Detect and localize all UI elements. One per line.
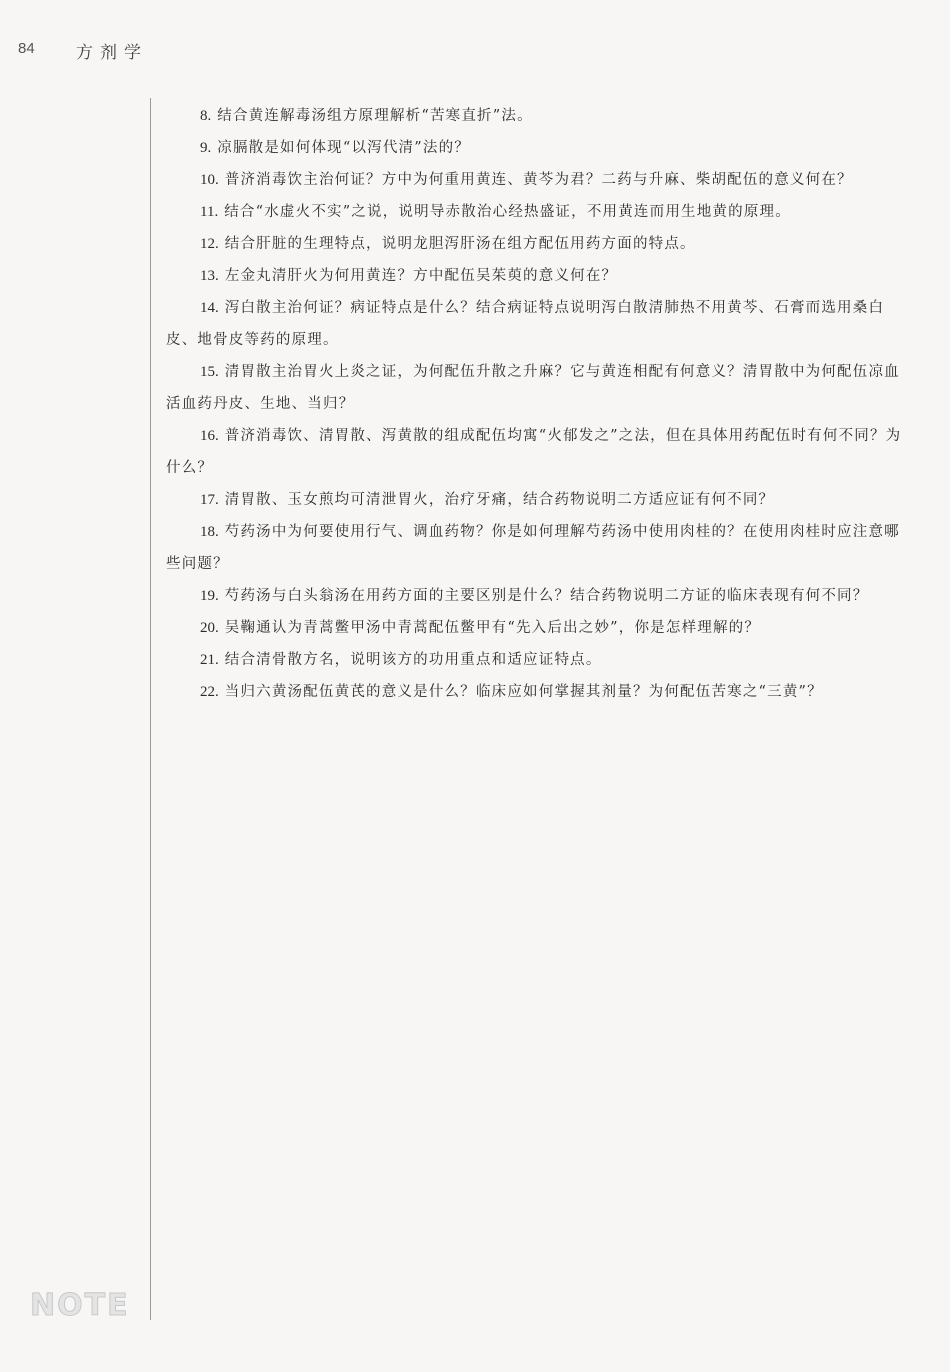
page-number: 84 <box>18 40 35 57</box>
question-item <box>166 516 906 580</box>
question-number: 13. <box>200 268 219 284</box>
question-item <box>166 100 906 132</box>
question-item <box>166 260 906 292</box>
question-item <box>166 644 906 676</box>
question-item <box>166 164 906 196</box>
question-text: 结合清骨散方名，说明该方的功用重点和适应证特点。 <box>224 652 602 668</box>
question-number: 12. <box>200 236 219 252</box>
question-text: 吴鞠通认为青蒿鳖甲汤中青蒿配伍鳖甲有“先入后出之妙”，你是怎样理解的？ <box>224 620 761 636</box>
question-number: 22. <box>200 684 219 700</box>
question-item <box>166 356 906 420</box>
question-text: 清胃散、玉女煎均可清泄胃火，治疗牙痛，结合药物说明二方适应证有何不同？ <box>224 492 775 508</box>
question-number: 18. <box>200 524 219 540</box>
question-item <box>166 484 906 516</box>
question-number: 21. <box>200 652 219 668</box>
question-number: 20. <box>200 620 219 636</box>
note-logo: NOTE <box>30 1288 130 1323</box>
margin-rule <box>150 98 151 1320</box>
question-text: 普济消毒饮、清胃散、泻黄散的组成配伍均寓“火郁发之”之法，但在具体用药配伍时有何不同？为什么？ <box>166 428 902 476</box>
question-text: 结合黄连解毒汤组方原理解析“苦寒直折”法。 <box>217 108 533 124</box>
question-item <box>166 420 906 484</box>
question-number: 16. <box>200 428 219 444</box>
question-item <box>166 196 906 228</box>
question-number: 10. <box>200 172 219 188</box>
question-text: 结合肝脏的生理特点，说明龙胆泻肝汤在组方配伍用药方面的特点。 <box>224 236 696 252</box>
question-item <box>166 228 906 260</box>
question-number: 17. <box>200 492 219 508</box>
question-text: 当归六黄汤配伍黄芪的意义是什么？临床应如何掌握其剂量？为何配伍苦寒之“三黄”？ <box>224 684 823 700</box>
question-number: 19. <box>200 588 219 604</box>
question-text: 芍药汤与白头翁汤在用药方面的主要区别是什么？结合药物说明二方证的临床表现有何不同？ <box>224 588 869 604</box>
question-text: 芍药汤中为何要使用行气、调血药物？你是如何理解芍药汤中使用肉桂的？在使用肉桂时应注意哪些问题？ <box>166 524 900 572</box>
question-text: 普济消毒饮主治何证？方中为何重用黄连、黄芩为君？二药与升麻、柴胡配伍的意义何在？ <box>224 172 853 188</box>
question-item <box>166 292 906 356</box>
question-number: 11. <box>200 204 219 220</box>
question-item <box>166 580 906 612</box>
question-list <box>166 100 906 708</box>
question-number: 9. <box>200 140 212 156</box>
question-item <box>166 676 906 708</box>
question-number: 8. <box>200 108 212 124</box>
question-text: 清胃散主治胃火上炎之证，为何配伍升散之升麻？它与黄连相配有何意义？清胃散中为何配伍凉血活血药丹皮、生地、当归？ <box>166 364 900 412</box>
question-item <box>166 612 906 644</box>
question-item <box>166 132 906 164</box>
question-number: 15. <box>200 364 219 380</box>
question-text: 左金丸清肝火为何用黄连？方中配伍吴茱萸的意义何在？ <box>224 268 618 284</box>
book-title: 方剂学 <box>76 43 148 63</box>
question-text: 凉膈散是如何体现“以泻代清”法的？ <box>217 140 470 156</box>
question-number: 14. <box>200 300 219 316</box>
question-text: 泻白散主治何证？病证特点是什么？结合病证特点说明泻白散清肺热不用黄芩、石膏而选用桑白皮、地骨皮等药的原理。 <box>166 300 885 348</box>
question-text: 结合“水虚火不实”之说，说明导赤散治心经热盛证，不用黄连而用生地黄的原理。 <box>224 204 791 220</box>
